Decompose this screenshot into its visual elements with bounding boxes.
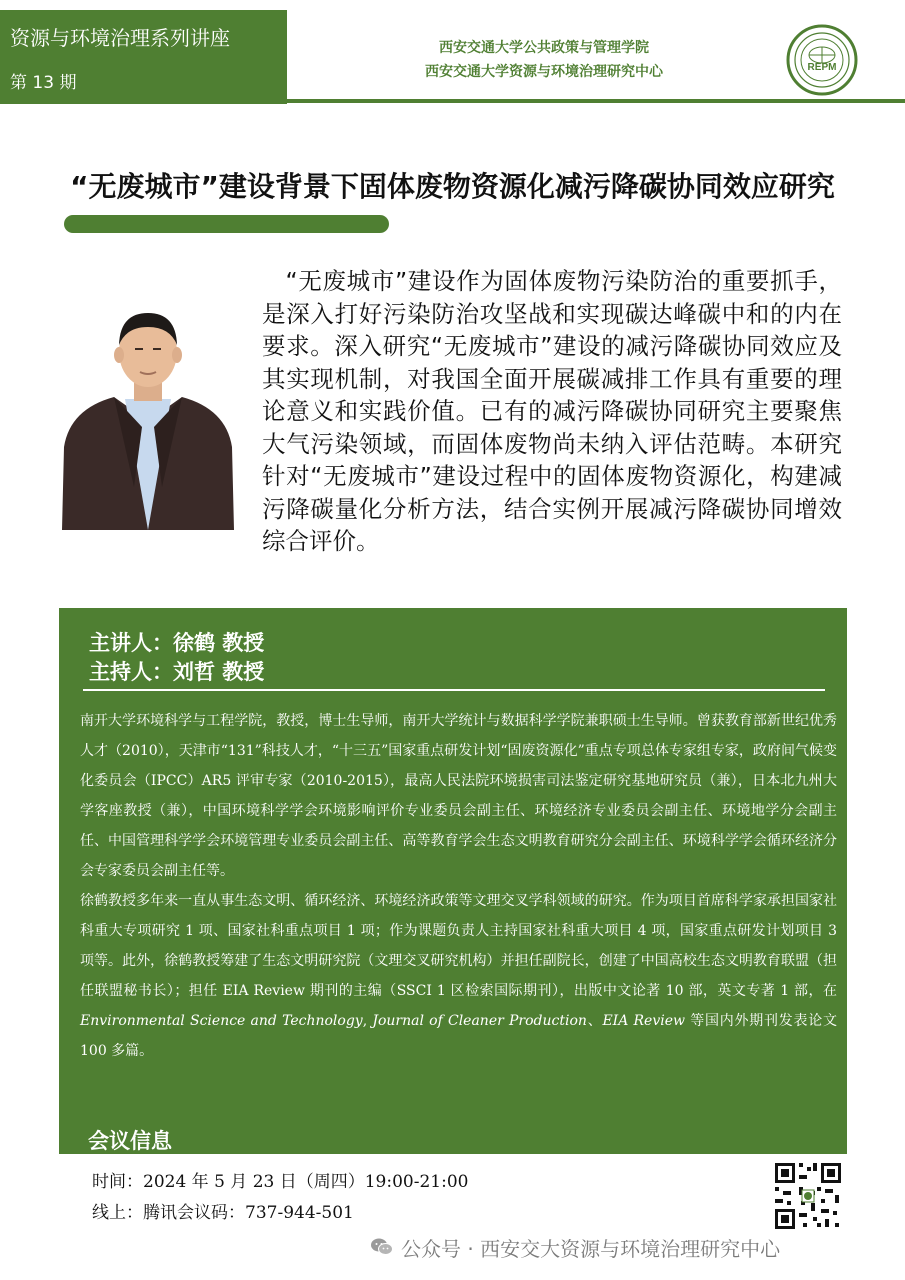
speaker-photo bbox=[62, 297, 234, 530]
bio-paragraph-1: 南开大学环境科学与工程学院，教授，博士生导师，南开大学统计与数据科学学院兼职硕士生导师。曾获教育部新世纪优秀人才（2010），天津市“131”科技人才，“十三五”国家重点研发计划“固废资源化”重点专项总体专家组专家，政府间气候变化委员会（IPCC）AR5 评审专家（2010-2015），最高人民法院环境损害司法鉴定研究基地研究员（兼），日本北九州大学客座教授（兼），中国环境科学学会环境影响评价专业委员会副主任、环境经济专业委员会副主任、环境地学分会副主任、中国管理科学学会环境管理专业委员会副主任、高等教育学会生态文明教育研究分会副主任、环境科学学会循环经济分会专家委员会副主任等。 bbox=[80, 713, 837, 879]
time-label: 时间： bbox=[92, 1172, 143, 1192]
org-name-center: 西安交通大学资源与环境治理研究中心 bbox=[425, 64, 663, 80]
bio-separator-2: 、 bbox=[586, 1013, 603, 1029]
speaker-line: 主讲人：徐鹤 教授 bbox=[89, 631, 265, 655]
panel-divider bbox=[83, 689, 825, 691]
meeting-time bbox=[92, 1167, 468, 1192]
issue-number: 第 13 期 bbox=[10, 73, 77, 93]
header-rule bbox=[287, 99, 905, 103]
series-title: 资源与环境治理系列讲座 bbox=[10, 26, 230, 50]
time-value: 2024 年 5 月 23 日（周四）19:00-21:00 bbox=[143, 1172, 469, 1192]
bio-text-b: 等国内外期刊发表论文 100 多篇。 bbox=[80, 1013, 838, 1059]
host-line: 主持人：刘哲 教授 bbox=[89, 660, 265, 684]
speaker-bio bbox=[80, 706, 837, 1066]
watermark-text: 公众号 · 西安交大资源与环境治理研究中心 bbox=[401, 1236, 781, 1261]
org-name-school: 西安交通大学公共政策与管理学院 bbox=[439, 40, 649, 56]
bio-paragraph-2 bbox=[80, 886, 837, 1066]
wechat-icon bbox=[370, 1235, 394, 1259]
bio-separator-1: , bbox=[362, 1013, 373, 1029]
qr-code[interactable] bbox=[772, 1160, 844, 1232]
meeting-info-heading: 会议信息 bbox=[88, 1129, 172, 1153]
online-label: 线上：腾讯会议码： bbox=[92, 1203, 245, 1223]
wechat-watermark bbox=[370, 1230, 780, 1264]
journal-eia: EIA Review bbox=[602, 1013, 686, 1029]
bio-text-a: 徐鹤教授多年来一直从事生态文明、循环经济、环境经济政策等文理交叉学科领域的研究。作为项目首席科学家承担国家社科重大专项研究 1 项、国家社科重点项目 1 项；作为课题负责人主持国家社科重大项目 4 项，国家重点研发计划项目 3 项等。此外，徐鹤教授筹建了生态文明研究院（文理交叉研究机构）并担任副院长，创建了中国高校生态文明教育联盟（担任联盟秘书长）；担任 EIA Review 期刊的主编（SSCI 1 区检索国际期刊），出版中文论著 10 部，英文专著 1 部，在 bbox=[80, 893, 837, 999]
logo-text: REPM bbox=[807, 62, 837, 73]
meeting-online bbox=[92, 1198, 354, 1223]
lecture-abstract: “无废城市”建设作为固体废物污染防治的重要抓手，是深入打好污染防治攻坚战和实现碳达峰碳中和的内在要求。深入研究“无废城市”建设的减污降碳协同效应及其实现机制，对我国全面开展碳减排工作具有重要的理论意义和实践价值。已有的减污降碳协同研究主要聚焦大气污染领域，而固体废物尚未纳入评估范畴。本研究针对“无废城市”建设过程中的固体废物资源化，构建减污降碳量化分析方法，结合实例开展减污降碳协同增效综合评价。 bbox=[262, 267, 842, 555]
journal-jcp: Journal of Cleaner Production bbox=[372, 1013, 587, 1029]
center-logo bbox=[786, 24, 858, 96]
lecture-title: “无废城市”建设背景下固体废物资源化减污降碳协同效应研究 bbox=[70, 170, 835, 203]
journal-est: Environmental Science and Technology bbox=[80, 1013, 363, 1029]
meeting-code: 737-944-501 bbox=[245, 1203, 354, 1223]
title-underline-bar bbox=[64, 215, 389, 233]
